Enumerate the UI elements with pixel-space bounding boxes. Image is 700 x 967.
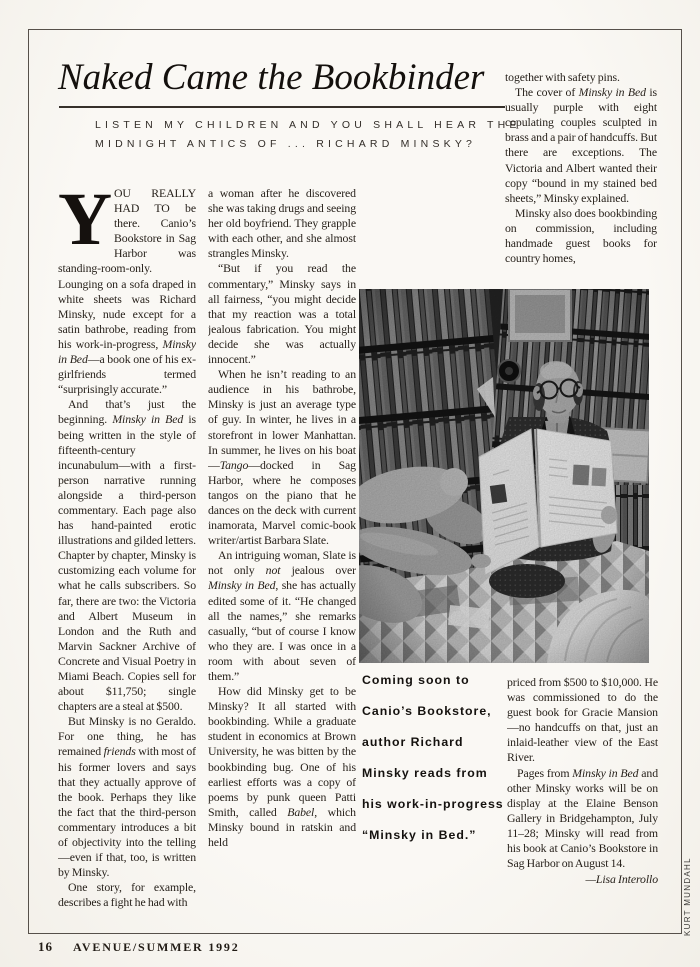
pull-quote-line: “Minsky in Bed.” [362,828,477,842]
pull-quote-line: author Richard [362,735,464,749]
article-photo [359,289,649,663]
body-paragraph: The cover of Minsky in Bed is usually purple with eight copulating couples sculpted in brass and a pair of handcuffs. But there are exceptions. The Victoria and Albert wanted their copy “bound in my stained bed sheets,” Minsky explained. [505,85,657,205]
deck-line: LISTEN MY CHILDREN AND YOU SHALL HEAR THE [95,119,521,131]
page-number: 16 [38,939,53,954]
body-paragraph: a woman after he discovered she was taking drugs and seeing her old boyfriend. They grapple with each other, and she almost strangles Minsky. [208,186,356,261]
page-footer [38,939,240,955]
deck-line: MIDNIGHT ANTICS OF ... RICHARD MINSKY? [95,138,477,150]
photo-credit: KURT MUNDAHL [683,857,692,936]
pull-quote [362,673,504,859]
text-column-3-top [505,70,657,288]
body-paragraph: “But if you read the commentary,” Minsky says in all fairness, “you might decide that my reaction was a total jealous fabrication. You might decide she was actually innocent.” [208,261,356,367]
body-paragraph: Minsky also does bookbinding on commission, including handmade guest books for country homes, [505,205,657,266]
body-paragraph: priced from $500 to $10,000. He was commissioned to do the guest book for Gracie Mansion—no handcuffs on that, just an inlaid-leather view of the East River. [507,675,658,765]
body-paragraph: When he isn’t reading to an audience in his bathrobe, Minsky is just an average type of guy. In winter, he lives in a storefront in lower Manhattan. In summer, he lives on his boat—Tango—docked in Sag Harbor, where he composes tangos on the piano that he dances on the deck with current inamorata, Marvel comic-book writer/artist Barbara Slate. [208,367,356,548]
publication-name: AVENUE/SUMMER 1992 [73,940,240,954]
pull-quote-line: Coming soon to [362,673,470,687]
pull-quote-line: his work-in-progress [362,797,504,811]
body-paragraph: How did Minsky get to be Minsky? It all started with bookbinding. While a graduate student in economics at Brown University, he was bitten by the bookbinding bug. One of his earliest efforts was a copy of poems by punk queen Patti Smith, called Babel, which Minsky bound in ratskin and held [208,684,356,850]
body-paragraph: But Minsky is no Geraldo. For one thing, he has remained friends with most of his former lovers and says that they actually approve of the book. Perhaps they like the fact that the third-person commentary introduces a bit of objectivity into the telling—even if that, too, is written by Minsky. [58,714,196,880]
text-column-1 [58,186,196,913]
body-paragraph: And that’s just the beginning. Minsky in Bed is being written in the style of fifteenth-century incunabulum—with a first-person narrative running alongside a third-person commentary. Each page also has hand-painted erotic illustrations and gilded letters. Chapter by chapter, Minsky is customizing each volume for what he calls subscribers. So far, there are two: the Victoria and Albert Museum in London and the Ruth and Marvin Sackner Archive of Concrete and Visual Poetry in Miami Beach. Copies sell for about $11,750; single chapters are a steal at $500. [58,397,196,714]
text-column-3-bottom [507,675,658,923]
title-rule [59,106,505,108]
text-column-2 [208,186,356,913]
article-title: Naked Came the Bookbinder [58,57,485,98]
pull-quote-line: Canio’s Bookstore, [362,704,492,718]
body-paragraph: YOU REALLY HAD TO be there. Canio’s Bookstore in Sag Harbor was standing-room-only. Lounging on a sofa draped in white sheets was Richard Minsky, nude except for a satin bathrobe, reading from his work-in-progress, Minsky in Bed—a book one of his ex-girlfriends termed “surprisingly accurate.” [58,186,196,397]
body-paragraph: Pages from Minsky in Bed and other Minsky works will be on display at the Elaine Benson Gallery in Bridgehampton, July 11–28; Minsky will read from his book at Canio’s Bookstore in Sag Harbor on August 14. [507,765,658,871]
body-paragraph: An intriguing woman, Slate is not only not jealous over Minsky in Bed, she has actually edited some of it. “He changed all the names,” she remarks casually, “but of course I know who they are. I was once in a room with about seven of them.” [208,548,356,683]
body-paragraph: together with safety pins. [505,70,620,84]
body-paragraph: One story, for example, describes a fight he had with [58,880,196,910]
body-paragraph: —Lisa Interollo [585,872,658,887]
drop-cap: Y [58,186,113,261]
pull-quote-line: Minsky reads from [362,766,488,780]
article-deck [95,116,521,154]
